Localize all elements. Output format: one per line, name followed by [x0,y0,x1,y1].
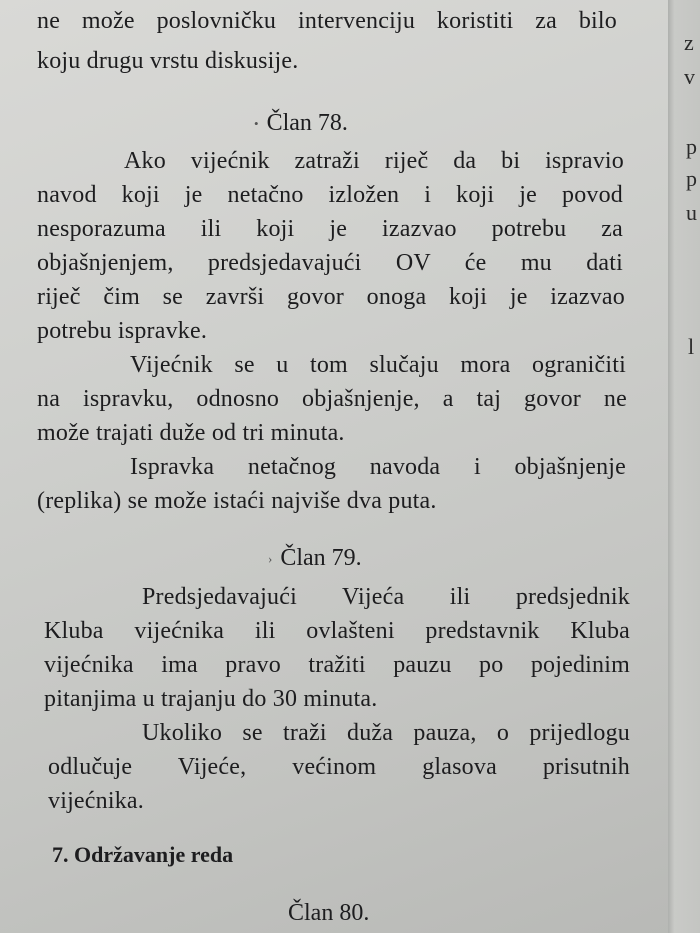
text-line: vijećnika ima pravo tražiti pauzu po pojedinim [44,652,630,678]
text-line: Predsjedavajući Vijeća ili predsjednik [142,584,630,610]
section-heading: 7. Održavanje reda [52,842,234,867]
text-line: Vijećnik se u tom slučaju mora ograničiti [130,352,626,378]
text-line: Ukoliko se traži duža pauza, o prijedlogu [142,720,630,746]
facing-page-char: v [684,64,695,89]
text-line: može trajati duže od tri minuta. [37,420,345,446]
article-title: Član 78. [266,110,348,136]
margin-mark: • [254,116,259,132]
text-line: navod koji je netačno izložen i koji je povod [37,182,623,208]
text-line: pitanjima u trajanju do 30 minuta. [44,686,378,712]
text-line: odlučuje Vijeće, većinom glasova prisutnih [48,754,630,780]
article-title: Član 79. [280,545,362,571]
text-line: vijećnika. [48,788,144,814]
facing-page-char: p [686,166,697,191]
text-line: ne može poslovničku intervenciju koristiti za bilo [37,8,617,34]
article-heading-79 [268,545,362,572]
margin-mark: › [268,551,273,567]
facing-page-char: l [688,334,695,359]
text-line: na ispravku, odnosno objašnjenje, a taj govor ne [37,386,627,412]
text-line: (replika) se može istaći najviše dva puta. [37,488,437,514]
text-line: nesporazuma ili koji je izazvao potrebu za [37,216,623,242]
text-line: koju drugu vrstu diskusije. [37,48,299,74]
article-heading-80: Član 80. [288,900,370,926]
facing-page-edge [668,0,700,933]
text-line: Ako vijećnik zatraži riječ da bi ispravio [124,148,624,174]
facing-page-char: z [684,30,694,55]
text-line: potrebu ispravke. [37,318,208,344]
facing-page-char: p [686,134,697,159]
article-heading-78 [254,110,348,137]
text-line: Kluba vijećnika ili ovlašteni predstavnik Kluba [44,618,630,644]
text-line: riječ čim se završi govor onoga koji je izazvao [37,284,625,310]
facing-page-char: u [686,200,697,225]
text-line: objašnjenjem, predsjedavajući OV će mu dati [37,250,623,276]
text-line: Ispravka netačnog navoda i objašnjenje [130,454,626,480]
